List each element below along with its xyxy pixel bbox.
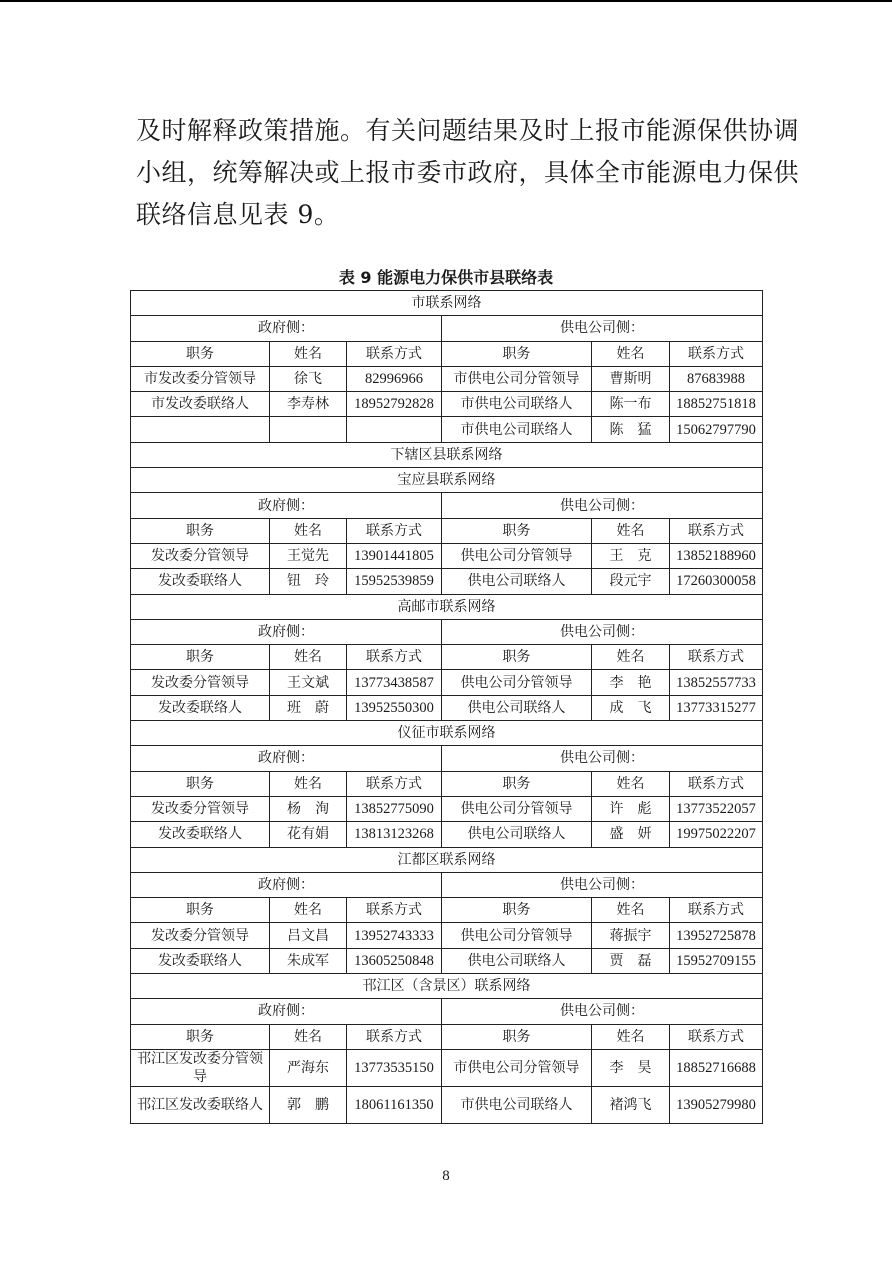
col-header-role: 职务 (442, 645, 592, 670)
power-role-cell: 供电公司联络人 (442, 695, 592, 720)
col-header-name: 姓名 (592, 1024, 670, 1049)
city-section-title: 市联系网络 (131, 291, 763, 316)
gov-phone-cell: 15952539859 (347, 569, 442, 594)
district-section-title: 宝应县联系网络 (131, 468, 763, 493)
gov-name-cell: 郭 鹏 (270, 1086, 347, 1123)
section-title-row (131, 291, 763, 316)
gov-phone-cell: 13813123268 (347, 822, 442, 847)
table-row (131, 392, 763, 417)
col-header-role: 职务 (131, 898, 270, 923)
column-header-row (131, 341, 763, 366)
power-name-cell: 许 彪 (592, 796, 670, 821)
power-phone-cell: 13852188960 (670, 543, 763, 568)
power-phone-cell: 15062797790 (670, 417, 763, 442)
gov-role-cell: 发改委分管领导 (131, 923, 270, 948)
table-row (131, 1086, 763, 1123)
col-header-name: 姓名 (592, 898, 670, 923)
col-header-contact: 联系方式 (670, 898, 763, 923)
col-header-contact: 联系方式 (347, 898, 442, 923)
contact-table-body (131, 291, 763, 1124)
col-header-role: 职务 (442, 898, 592, 923)
table-row (131, 1049, 763, 1086)
side-label-row (131, 493, 763, 518)
power-name-cell: 李 昊 (592, 1049, 670, 1086)
table-row (131, 695, 763, 720)
col-header-name: 姓名 (270, 771, 347, 796)
gov-name-cell: 王文斌 (270, 670, 347, 695)
col-header-name: 姓名 (270, 518, 347, 543)
power-phone-cell: 13952725878 (670, 923, 763, 948)
col-header-contact: 联系方式 (670, 771, 763, 796)
power-name-cell: 褚鸿飞 (592, 1086, 670, 1123)
section-title-row (131, 721, 763, 746)
col-header-role: 职务 (442, 341, 592, 366)
power-name-cell: 李 艳 (592, 670, 670, 695)
power-name-cell: 蒋振宇 (592, 923, 670, 948)
column-header-row (131, 898, 763, 923)
col-header-contact: 联系方式 (670, 341, 763, 366)
power-side-label: 供电公司侧： (442, 619, 763, 644)
side-label-row (131, 872, 763, 897)
col-header-contact: 联系方式 (670, 518, 763, 543)
power-side-label: 供电公司侧： (442, 493, 763, 518)
gov-role-cell: 发改委分管领导 (131, 543, 270, 568)
power-name-cell: 段元宇 (592, 569, 670, 594)
col-header-name: 姓名 (592, 645, 670, 670)
gov-role-cell: 市发改委分管领导 (131, 366, 270, 391)
power-role-cell: 市供电公司联络人 (442, 417, 592, 442)
power-name-cell: 王 克 (592, 543, 670, 568)
power-phone-cell: 18852751818 (670, 392, 763, 417)
gov-name-cell: 钮 玲 (270, 569, 347, 594)
gov-name-cell: 杨 洵 (270, 796, 347, 821)
gov-phone-cell: 13952743333 (347, 923, 442, 948)
col-header-role: 职务 (131, 1024, 270, 1049)
table-caption: 表 9 能源电力保供市县联络表 (338, 268, 554, 287)
table-row (131, 948, 763, 973)
col-header-name: 姓名 (592, 771, 670, 796)
col-header-role: 职务 (131, 645, 270, 670)
power-role-cell: 市供电公司分管领导 (442, 1049, 592, 1086)
power-role-cell: 供电公司分管领导 (442, 923, 592, 948)
power-phone-cell: 19975022207 (670, 822, 763, 847)
col-header-role: 职务 (131, 341, 270, 366)
side-label-row (131, 316, 763, 341)
gov-role-cell: 发改委联络人 (131, 695, 270, 720)
side-label-row (131, 999, 763, 1024)
power-name-cell: 盛 妍 (592, 822, 670, 847)
power-name-cell: 成 飞 (592, 695, 670, 720)
power-phone-cell: 13773522057 (670, 796, 763, 821)
gov-role-cell: 市发改委联络人 (131, 392, 270, 417)
power-phone-cell: 13905279980 (670, 1086, 763, 1123)
col-header-role: 职务 (442, 771, 592, 796)
gov-phone-cell: 13773535150 (347, 1049, 442, 1086)
col-header-role: 职务 (131, 771, 270, 796)
table-row (131, 417, 763, 442)
power-name-cell: 陈一布 (592, 392, 670, 417)
power-role-cell: 供电公司联络人 (442, 822, 592, 847)
table-row (131, 670, 763, 695)
column-header-row (131, 645, 763, 670)
power-phone-cell: 13773315277 (670, 695, 763, 720)
gov-side-label: 政府侧： (131, 493, 442, 518)
gov-name-cell: 李寿林 (270, 392, 347, 417)
table-row (131, 543, 763, 568)
table-row (131, 923, 763, 948)
intro-line: 小组，统筹解决或上报市委市政府，具体全市能源电力保供 (136, 158, 800, 187)
column-header-row (131, 1024, 763, 1049)
gov-phone-cell: 13605250848 (347, 948, 442, 973)
gov-name-cell: 朱成军 (270, 948, 347, 973)
gov-side-label: 政府侧： (131, 316, 442, 341)
gov-role-cell (131, 417, 270, 442)
col-header-contact: 联系方式 (347, 341, 442, 366)
col-header-contact: 联系方式 (347, 1024, 442, 1049)
col-header-contact: 联系方式 (670, 645, 763, 670)
power-role-cell: 市供电公司联络人 (442, 392, 592, 417)
gov-phone-cell: 18061161350 (347, 1086, 442, 1123)
subordinate-section-title: 下辖区县联系网络 (131, 442, 763, 467)
col-header-name: 姓名 (592, 341, 670, 366)
power-role-cell: 供电公司分管领导 (442, 670, 592, 695)
power-side-label: 供电公司侧： (442, 872, 763, 897)
gov-name-cell: 班 蔚 (270, 695, 347, 720)
col-header-name: 姓名 (270, 645, 347, 670)
table-row (131, 569, 763, 594)
table-row (131, 822, 763, 847)
side-label-row (131, 746, 763, 771)
power-phone-cell: 17260300058 (670, 569, 763, 594)
table-row (131, 796, 763, 821)
gov-role-cell: 邗江区发改委联络人 (131, 1086, 270, 1123)
section-title-row (131, 847, 763, 872)
col-header-name: 姓名 (592, 518, 670, 543)
gov-side-label: 政府侧： (131, 999, 442, 1024)
section-title-row (131, 974, 763, 999)
gov-name-cell: 花有娟 (270, 822, 347, 847)
power-role-cell: 供电公司分管领导 (442, 796, 592, 821)
district-section-title: 邗江区（含景区）联系网络 (131, 974, 763, 999)
gov-phone-cell: 13901441805 (347, 543, 442, 568)
top-rule (0, 0, 892, 2)
gov-phone-cell: 13952550300 (347, 695, 442, 720)
gov-role-cell: 发改委联络人 (131, 822, 270, 847)
gov-role-cell: 发改委分管领导 (131, 796, 270, 821)
page-number: 8 (442, 1168, 450, 1184)
section-title-row (131, 468, 763, 493)
gov-role-cell: 发改委联络人 (131, 569, 270, 594)
intro-paragraph (136, 110, 800, 236)
contact-table (130, 290, 763, 1124)
gov-side-label: 政府侧： (131, 872, 442, 897)
gov-side-label: 政府侧： (131, 619, 442, 644)
gov-name-cell: 王觉先 (270, 543, 347, 568)
table-row (131, 366, 763, 391)
district-section-title: 江都区联系网络 (131, 847, 763, 872)
gov-role-cell: 发改委联络人 (131, 948, 270, 973)
col-header-contact: 联系方式 (347, 645, 442, 670)
col-header-contact: 联系方式 (347, 518, 442, 543)
power-name-cell: 贾 磊 (592, 948, 670, 973)
col-header-role: 职务 (442, 518, 592, 543)
gov-role-cell: 发改委分管领导 (131, 670, 270, 695)
gov-phone-cell: 18952792828 (347, 392, 442, 417)
col-header-name: 姓名 (270, 341, 347, 366)
power-phone-cell: 18852716688 (670, 1049, 763, 1086)
side-label-row (131, 619, 763, 644)
gov-role-cell: 邗江区发改委分管领导 (131, 1049, 270, 1086)
col-header-name: 姓名 (270, 898, 347, 923)
intro-line: 联络信息见表 9。 (136, 200, 340, 229)
intro-line: 及时解释政策措施。有关问题结果及时上报市能源保供协调 (136, 116, 800, 145)
col-header-contact: 联系方式 (347, 771, 442, 796)
power-role-cell: 供电公司分管领导 (442, 543, 592, 568)
power-name-cell: 曹斯明 (592, 366, 670, 391)
power-phone-cell: 13852557733 (670, 670, 763, 695)
section-title-row (131, 442, 763, 467)
district-section-title: 高邮市联系网络 (131, 594, 763, 619)
power-phone-cell: 87683988 (670, 366, 763, 391)
gov-name-cell: 徐飞 (270, 366, 347, 391)
power-side-label: 供电公司侧： (442, 316, 763, 341)
col-header-contact: 联系方式 (670, 1024, 763, 1049)
section-title-row (131, 594, 763, 619)
power-phone-cell: 15952709155 (670, 948, 763, 973)
power-name-cell: 陈 猛 (592, 417, 670, 442)
gov-phone-cell (347, 417, 442, 442)
power-role-cell: 市供电公司联络人 (442, 1086, 592, 1123)
column-header-row (131, 518, 763, 543)
district-section-title: 仪征市联系网络 (131, 721, 763, 746)
power-role-cell: 供电公司联络人 (442, 948, 592, 973)
col-header-role: 职务 (131, 518, 270, 543)
gov-side-label: 政府侧： (131, 746, 442, 771)
gov-name-cell (270, 417, 347, 442)
gov-phone-cell: 82996966 (347, 366, 442, 391)
gov-phone-cell: 13852775090 (347, 796, 442, 821)
col-header-role: 职务 (442, 1024, 592, 1049)
gov-name-cell: 吕文昌 (270, 923, 347, 948)
col-header-name: 姓名 (270, 1024, 347, 1049)
power-side-label: 供电公司侧： (442, 746, 763, 771)
column-header-row (131, 771, 763, 796)
power-role-cell: 供电公司联络人 (442, 569, 592, 594)
gov-name-cell: 严海东 (270, 1049, 347, 1086)
power-role-cell: 市供电公司分管领导 (442, 366, 592, 391)
gov-phone-cell: 13773438587 (347, 670, 442, 695)
power-side-label: 供电公司侧： (442, 999, 763, 1024)
